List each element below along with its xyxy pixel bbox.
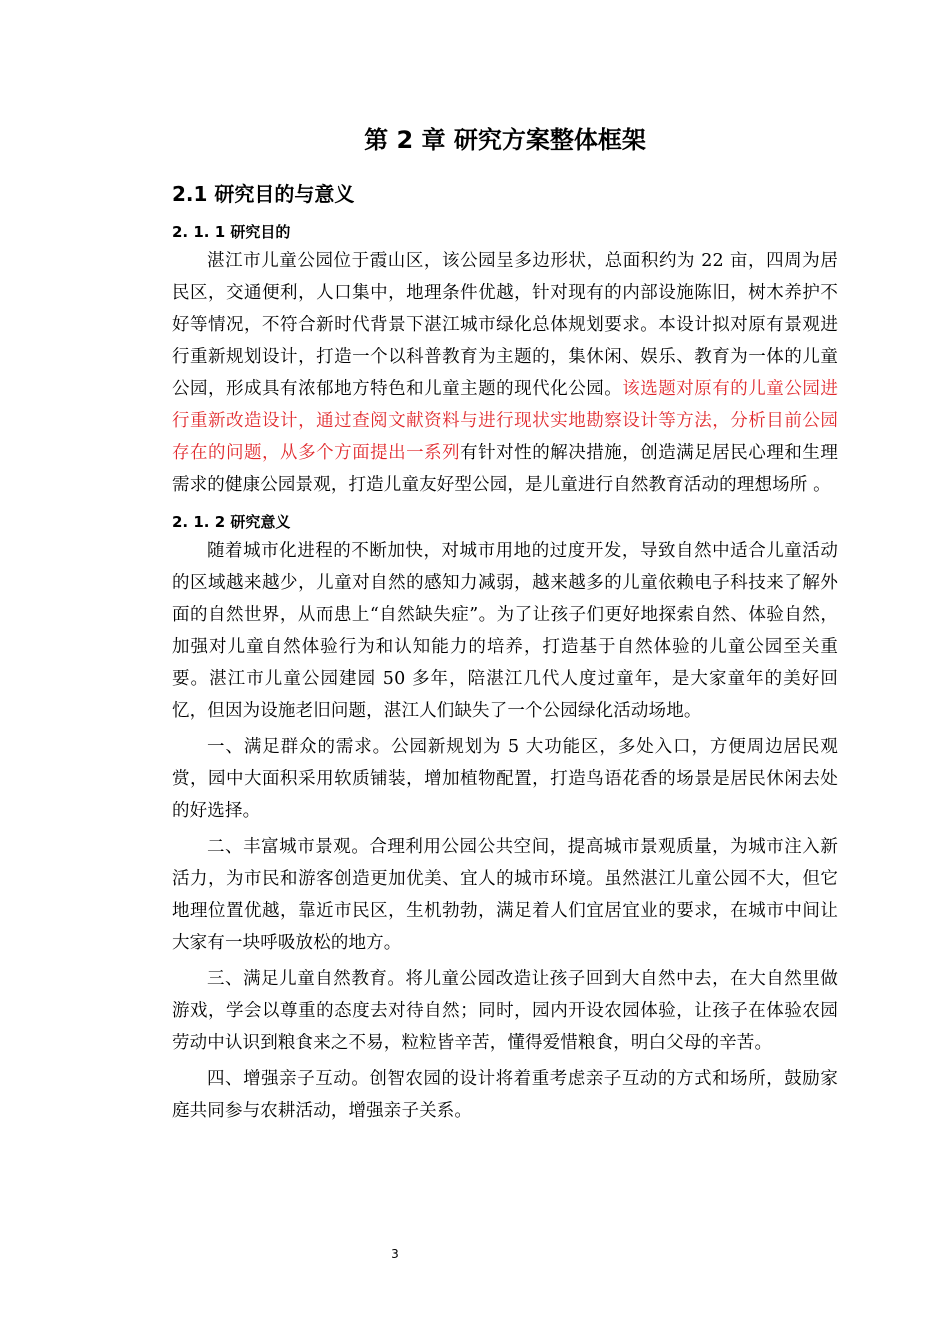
significance-paragraph-urban-landscape: 二、丰富城市景观。合理利用公园公共空间，提高城市景观质量，为城市注入新活力，为市民和游客创造更加优美、宜人的城市环境。虽然湛江儿童公园不大，但它地理位置优越，靠近市民区，生机勃勃，满足着人们宜居宜业的要求，在城市中间让大家有一块呼吸放松的地方。 xyxy=(172,837,838,953)
chapter-title: 第 2 章 研究方案整体框架 xyxy=(364,126,646,154)
purpose-paragraph xyxy=(172,245,838,501)
significance-paragraph-nature-education: 三、满足儿童自然教育。将儿童公园改造让孩子回到大自然中去，在大自然里做游戏，学会以尊重的态度去对待自然；同时，园内开设农园体验，让孩子在体验农园劳动中认识到粮食来之不易，粒粒皆辛苦，懂得爱惜粮食，明白父母的辛苦。 xyxy=(172,969,838,1053)
subsection-title-significance: 2. 1. 2 研究意义 xyxy=(172,513,291,531)
significance-paragraph-intro: 随着城市化进程的不断加快，对城市用地的过度开发，导致自然中适合儿童活动的区域越来越少，儿童对自然的感知力减弱，越来越多的儿童依赖电子科技来了解外面的自然世界，从而患上“自然缺失症”。为了让孩子们更好地探索自然、体验自然，加强对儿童自然体验行为和认知能力的培养，打造基于自然体验的儿童公园至关重要。湛江市儿童公园建园 50 多年，陪湛江几代人度过童年，是大家童年的美好回忆，但因为设施老旧问题，湛江人们缺失了一个公园绿化活动场地。 xyxy=(172,541,838,721)
subsection-title-purpose: 2. 1. 1 研究目的 xyxy=(172,223,291,241)
purpose-text-highlight: 该选题对原有的儿童公园进行重新改造设计，通过查阅文献资料与进行现状实地勘察设计等方法，分析目前公园存在的问题，从多个方面提出一系列 xyxy=(172,379,838,463)
purpose-text-end: 有针对性的解决措施，创造满足居民心理和生理需求的健康公园景观，打造儿童友好型公园，是儿童进行自然教育活动的理想场所 。 xyxy=(172,443,838,495)
purpose-text-start: 湛江市儿童公园位于霞山区，该公园呈多边形状，总面积约为 22 亩，四周为居民区，交通便利，人口集中，地理条件优越，针对现有的内部设施陈旧，树木养护不好等情况，不符合新时代背景下湛江城市绿化总体规划要求。本设计拟对原有景观进行重新规划设计，打造一个以科普教育为主题的，集休闲、娱乐、教育为一体的儿童公园，形成具有浓郁地方特色和儿童主题的现代化公园。 xyxy=(172,251,838,399)
section-title: 2.1 研究目的与意义 xyxy=(172,182,355,206)
document-page xyxy=(172,118,838,1127)
page-number: 3 xyxy=(391,1247,399,1261)
significance-paragraph-public-needs: 一、满足群众的需求。公园新规划为 5 大功能区，多处入口，方便周边居民观赏，园中大面积采用软质铺装，增加植物配置，打造鸟语花香的场景是居民休闲去处的好选择。 xyxy=(172,737,838,821)
significance-paragraph-parent-child: 四、增强亲子互动。创智农园的设计将着重考虑亲子互动的方式和场所，鼓励家庭共同参与农耕活动，增强亲子关系。 xyxy=(172,1069,838,1121)
